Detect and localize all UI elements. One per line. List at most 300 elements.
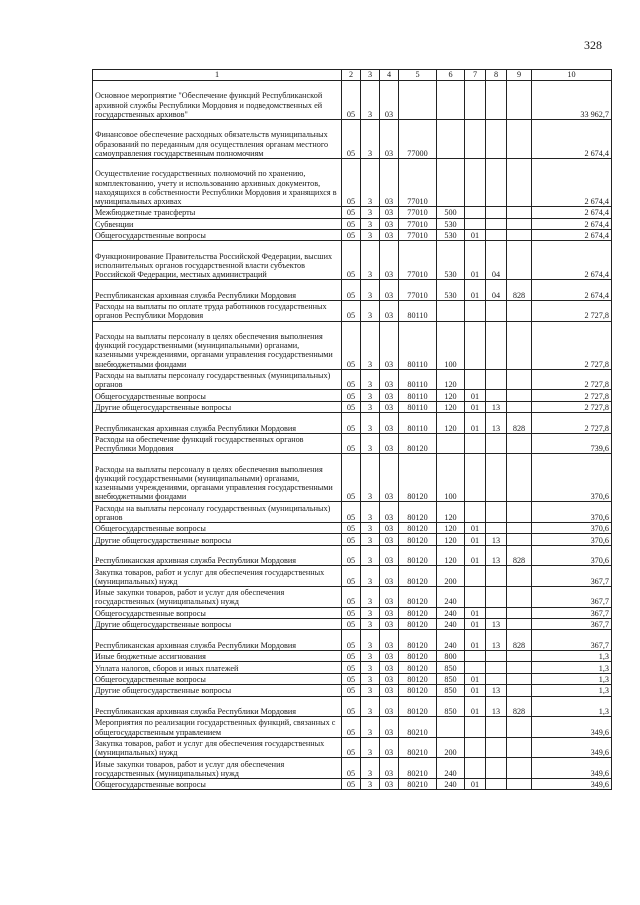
row-name: Республиканская архивная служба Республики Мордовия — [93, 630, 342, 651]
row-name: Финансовое обеспечение расходных обязательств муниципальных образований по переданным для осуществления органам местного самоуправления государственным полномочиям — [93, 120, 342, 159]
code-subprogram: 3 — [361, 662, 380, 673]
code-chapter: 01 — [465, 390, 486, 401]
row-amount: 367,7 — [532, 566, 612, 587]
row-name: Общегосударственные вопросы — [93, 778, 342, 789]
row-name: Расходы на обеспечение функций государственных органов Республики Мордовия — [93, 433, 342, 454]
row-name: Расходы на выплаты персоналу государственных (муниципальных) органов — [93, 502, 342, 523]
code-subprogram: 3 — [361, 619, 380, 630]
code-subchapter — [486, 390, 507, 401]
code-expense-type: 530 — [437, 280, 465, 301]
code-target: 80120 — [399, 454, 437, 502]
row-amount: 1,3 — [532, 651, 612, 662]
row-amount: 367,7 — [532, 587, 612, 608]
row-amount: 2 727,8 — [532, 369, 612, 390]
code-subprogram: 3 — [361, 280, 380, 301]
table-row — [93, 454, 612, 502]
row-amount: 370,6 — [532, 534, 612, 545]
table-row — [93, 433, 612, 454]
code-target: 80120 — [399, 566, 437, 587]
code-ministry — [507, 218, 532, 229]
code-target: 77010 — [399, 207, 437, 218]
code-subchapter: 13 — [486, 413, 507, 434]
row-name: Расходы на выплаты по оплате труда работников государственных органов Республики Мордовия — [93, 300, 342, 321]
code-expense-type — [437, 717, 465, 738]
row-amount: 349,6 — [532, 717, 612, 738]
code-section: 05 — [342, 717, 361, 738]
code-ministry — [507, 717, 532, 738]
code-chapter — [465, 454, 486, 502]
code-subprogram: 3 — [361, 523, 380, 534]
row-amount: 2 674,4 — [532, 207, 612, 218]
code-chapter — [465, 662, 486, 673]
code-section: 05 — [342, 534, 361, 545]
code-subprogram: 3 — [361, 390, 380, 401]
code-target: 80120 — [399, 673, 437, 684]
code-expense-type: 500 — [437, 207, 465, 218]
code-chapter: 01 — [465, 685, 486, 696]
code-subchapter — [486, 566, 507, 587]
code-ministry — [507, 321, 532, 369]
code-target: 80110 — [399, 390, 437, 401]
code-subsection: 03 — [380, 241, 399, 280]
code-chapter: 01 — [465, 778, 486, 789]
code-subsection: 03 — [380, 696, 399, 717]
row-amount: 349,6 — [532, 778, 612, 789]
code-subprogram: 3 — [361, 566, 380, 587]
table-row — [93, 545, 612, 566]
code-chapter — [465, 300, 486, 321]
code-chapter — [465, 651, 486, 662]
code-subsection: 03 — [380, 545, 399, 566]
table-row — [93, 630, 612, 651]
code-subchapter — [486, 662, 507, 673]
code-subsection: 03 — [380, 390, 399, 401]
row-amount: 33 962,7 — [532, 81, 612, 120]
code-chapter — [465, 81, 486, 120]
row-name: Осуществление государственных полномочий по хранению, комплектованию, учету и использованию архивных документов, находящихся в собственности Республики Мордовия и хранящихся в муниципальных архивах — [93, 159, 342, 207]
row-name: Субвенции — [93, 218, 342, 229]
code-subprogram: 3 — [361, 321, 380, 369]
code-subchapter: 04 — [486, 280, 507, 301]
code-subsection: 03 — [380, 619, 399, 630]
code-expense-type: 240 — [437, 778, 465, 789]
row-name: Другие общегосударственные вопросы — [93, 619, 342, 630]
code-ministry — [507, 454, 532, 502]
code-target: 80110 — [399, 413, 437, 434]
code-subprogram: 3 — [361, 229, 380, 240]
code-target: 80120 — [399, 502, 437, 523]
code-ministry — [507, 390, 532, 401]
row-name: Расходы на выплаты персоналу государственных (муниципальных) органов — [93, 369, 342, 390]
code-chapter: 01 — [465, 630, 486, 651]
code-section: 05 — [342, 120, 361, 159]
code-section: 05 — [342, 81, 361, 120]
code-subchapter — [486, 81, 507, 120]
col-header: 3 — [361, 70, 380, 81]
code-subprogram: 3 — [361, 120, 380, 159]
code-subprogram: 3 — [361, 159, 380, 207]
table-row — [93, 758, 612, 779]
code-subsection: 03 — [380, 758, 399, 779]
code-section: 05 — [342, 433, 361, 454]
row-amount: 2 727,8 — [532, 321, 612, 369]
row-amount: 2 727,8 — [532, 401, 612, 412]
row-amount: 367,7 — [532, 619, 612, 630]
code-expense-type: 530 — [437, 229, 465, 240]
code-target: 80110 — [399, 401, 437, 412]
code-ministry: 828 — [507, 280, 532, 301]
code-expense-type: 200 — [437, 566, 465, 587]
code-ministry — [507, 81, 532, 120]
code-subchapter: 13 — [486, 401, 507, 412]
code-expense-type: 850 — [437, 685, 465, 696]
code-expense-type: 530 — [437, 241, 465, 280]
code-chapter — [465, 502, 486, 523]
code-section: 05 — [342, 778, 361, 789]
row-name: Функционирование Правительства Российской Федерации, высших исполнительных органов государственной власти субъектов Российской Федерации, местных администраций — [93, 241, 342, 280]
table-row — [93, 81, 612, 120]
table-row — [93, 300, 612, 321]
code-expense-type: 120 — [437, 390, 465, 401]
code-expense-type: 120 — [437, 523, 465, 534]
code-ministry — [507, 120, 532, 159]
code-target: 80210 — [399, 737, 437, 758]
code-section: 05 — [342, 523, 361, 534]
row-amount: 1,3 — [532, 685, 612, 696]
code-subsection: 03 — [380, 502, 399, 523]
code-subsection: 03 — [380, 454, 399, 502]
table-row — [93, 159, 612, 207]
table-row — [93, 120, 612, 159]
code-subsection: 03 — [380, 120, 399, 159]
code-ministry — [507, 523, 532, 534]
code-subchapter: 13 — [486, 619, 507, 630]
code-subchapter — [486, 717, 507, 738]
code-subprogram: 3 — [361, 81, 380, 120]
code-ministry — [507, 619, 532, 630]
code-expense-type: 800 — [437, 651, 465, 662]
row-amount: 2 674,4 — [532, 159, 612, 207]
code-target: 80210 — [399, 758, 437, 779]
code-subchapter: 13 — [486, 685, 507, 696]
code-section: 05 — [342, 229, 361, 240]
col-header: 7 — [465, 70, 486, 81]
code-subsection: 03 — [380, 218, 399, 229]
code-subchapter: 13 — [486, 630, 507, 651]
code-section: 05 — [342, 401, 361, 412]
row-amount: 2 674,4 — [532, 241, 612, 280]
code-target: 77010 — [399, 218, 437, 229]
code-subsection: 03 — [380, 433, 399, 454]
table-row — [93, 607, 612, 618]
code-ministry — [507, 587, 532, 608]
code-subsection: 03 — [380, 737, 399, 758]
code-subsection: 03 — [380, 651, 399, 662]
row-amount: 370,6 — [532, 502, 612, 523]
code-section: 05 — [342, 369, 361, 390]
code-chapter — [465, 566, 486, 587]
code-chapter — [465, 218, 486, 229]
code-subprogram: 3 — [361, 218, 380, 229]
code-subchapter: 13 — [486, 696, 507, 717]
code-subsection: 03 — [380, 207, 399, 218]
code-target: 80120 — [399, 662, 437, 673]
row-amount: 370,6 — [532, 523, 612, 534]
code-section: 05 — [342, 390, 361, 401]
code-chapter: 01 — [465, 280, 486, 301]
row-name: Другие общегосударственные вопросы — [93, 534, 342, 545]
code-subprogram: 3 — [361, 607, 380, 618]
code-subsection: 03 — [380, 587, 399, 608]
code-ministry — [507, 673, 532, 684]
code-target: 80120 — [399, 587, 437, 608]
row-name: Общегосударственные вопросы — [93, 390, 342, 401]
code-ministry — [507, 778, 532, 789]
table-row — [93, 369, 612, 390]
code-subsection: 03 — [380, 685, 399, 696]
code-subchapter — [486, 651, 507, 662]
code-target: 80120 — [399, 696, 437, 717]
code-section: 05 — [342, 502, 361, 523]
code-subprogram: 3 — [361, 534, 380, 545]
row-name: Иные бюджетные ассигнования — [93, 651, 342, 662]
code-section: 05 — [342, 545, 361, 566]
table-row — [93, 673, 612, 684]
code-subchapter — [486, 159, 507, 207]
row-amount: 2 674,4 — [532, 280, 612, 301]
row-name: Закупка товаров, работ и услуг для обеспечения государственных (муниципальных) нужд — [93, 566, 342, 587]
code-ministry: 828 — [507, 630, 532, 651]
code-subchapter — [486, 587, 507, 608]
code-chapter: 01 — [465, 413, 486, 434]
table-row — [93, 717, 612, 738]
code-target — [399, 81, 437, 120]
col-header: 2 — [342, 70, 361, 81]
code-subsection: 03 — [380, 778, 399, 789]
code-target: 77000 — [399, 120, 437, 159]
code-ministry — [507, 651, 532, 662]
code-subprogram: 3 — [361, 737, 380, 758]
table-row — [93, 207, 612, 218]
code-subchapter — [486, 758, 507, 779]
code-subprogram: 3 — [361, 502, 380, 523]
code-ministry — [507, 566, 532, 587]
table-row — [93, 401, 612, 412]
code-section: 05 — [342, 241, 361, 280]
code-expense-type — [437, 159, 465, 207]
table-row — [93, 566, 612, 587]
code-subsection: 03 — [380, 662, 399, 673]
table-row — [93, 534, 612, 545]
row-name: Общегосударственные вопросы — [93, 673, 342, 684]
code-subprogram: 3 — [361, 630, 380, 651]
code-subchapter — [486, 300, 507, 321]
code-target: 80210 — [399, 717, 437, 738]
code-subsection: 03 — [380, 607, 399, 618]
code-subprogram: 3 — [361, 413, 380, 434]
code-subprogram: 3 — [361, 685, 380, 696]
code-subprogram: 3 — [361, 778, 380, 789]
table-row — [93, 321, 612, 369]
row-name: Республиканская архивная служба Республики Мордовия — [93, 280, 342, 301]
code-section: 05 — [342, 454, 361, 502]
code-subprogram: 3 — [361, 401, 380, 412]
code-subchapter — [486, 737, 507, 758]
code-target: 80120 — [399, 523, 437, 534]
col-header: 5 — [399, 70, 437, 81]
code-target: 80120 — [399, 534, 437, 545]
code-subsection: 03 — [380, 81, 399, 120]
code-subprogram: 3 — [361, 758, 380, 779]
code-ministry — [507, 159, 532, 207]
code-subsection: 03 — [380, 566, 399, 587]
code-subsection: 03 — [380, 413, 399, 434]
code-subchapter — [486, 523, 507, 534]
row-amount: 1,3 — [532, 662, 612, 673]
row-name: Расходы на выплаты персоналу в целях обеспечения выполнения функций государственными (муниципальными) органами, казенными учреждениями, органами управления государственными внебюджетными фондами — [93, 454, 342, 502]
code-target: 80120 — [399, 651, 437, 662]
code-chapter — [465, 159, 486, 207]
code-expense-type — [437, 300, 465, 321]
code-subchapter — [486, 673, 507, 684]
code-section: 05 — [342, 662, 361, 673]
code-chapter — [465, 321, 486, 369]
code-subchapter — [486, 607, 507, 618]
code-target: 80110 — [399, 300, 437, 321]
row-name: Иные закупки товаров, работ и услуг для обеспечения государственных (муниципальных) нужд — [93, 758, 342, 779]
row-amount: 1,3 — [532, 673, 612, 684]
table-row — [93, 778, 612, 789]
code-subsection: 03 — [380, 159, 399, 207]
code-chapter — [465, 120, 486, 159]
code-expense-type: 100 — [437, 454, 465, 502]
code-chapter: 01 — [465, 545, 486, 566]
header-row — [93, 70, 612, 81]
code-expense-type — [437, 120, 465, 159]
code-expense-type — [437, 81, 465, 120]
code-subprogram: 3 — [361, 673, 380, 684]
row-amount: 739,6 — [532, 433, 612, 454]
code-ministry — [507, 241, 532, 280]
code-subprogram: 3 — [361, 454, 380, 502]
table-row — [93, 619, 612, 630]
row-name: Другие общегосударственные вопросы — [93, 401, 342, 412]
row-name: Республиканская архивная служба Республики Мордовия — [93, 413, 342, 434]
code-chapter: 01 — [465, 607, 486, 618]
code-ministry: 828 — [507, 545, 532, 566]
code-chapter — [465, 758, 486, 779]
code-chapter — [465, 737, 486, 758]
code-chapter: 01 — [465, 523, 486, 534]
row-amount: 2 674,4 — [532, 218, 612, 229]
row-amount: 2 727,8 — [532, 300, 612, 321]
code-subsection: 03 — [380, 630, 399, 651]
code-target: 80120 — [399, 545, 437, 566]
code-target: 80120 — [399, 619, 437, 630]
code-section: 05 — [342, 300, 361, 321]
code-subsection: 03 — [380, 300, 399, 321]
col-header: 6 — [437, 70, 465, 81]
row-amount: 2 674,4 — [532, 120, 612, 159]
table-row — [93, 218, 612, 229]
code-ministry — [507, 401, 532, 412]
row-amount: 2 674,4 — [532, 229, 612, 240]
row-amount: 2 727,8 — [532, 390, 612, 401]
row-amount: 1,3 — [532, 696, 612, 717]
code-target: 80120 — [399, 630, 437, 651]
code-subprogram: 3 — [361, 696, 380, 717]
code-target: 77010 — [399, 159, 437, 207]
code-subprogram: 3 — [361, 300, 380, 321]
code-section: 05 — [342, 685, 361, 696]
row-name: Республиканская архивная служба Республики Мордовия — [93, 545, 342, 566]
row-name: Общегосударственные вопросы — [93, 229, 342, 240]
row-amount: 2 727,8 — [532, 413, 612, 434]
code-ministry — [507, 502, 532, 523]
row-name: Общегосударственные вопросы — [93, 607, 342, 618]
table-row — [93, 685, 612, 696]
code-expense-type: 120 — [437, 502, 465, 523]
table-row — [93, 280, 612, 301]
code-target: 80210 — [399, 778, 437, 789]
table-row — [93, 662, 612, 673]
row-name: Общегосударственные вопросы — [93, 523, 342, 534]
budget-table — [92, 69, 612, 790]
code-section: 05 — [342, 758, 361, 779]
code-target: 80120 — [399, 685, 437, 696]
code-subchapter — [486, 321, 507, 369]
row-name: Другие общегосударственные вопросы — [93, 685, 342, 696]
code-expense-type: 120 — [437, 545, 465, 566]
code-section: 05 — [342, 587, 361, 608]
row-name: Расходы на выплаты персоналу в целях обеспечения выполнения функций государственными (муниципальными) органами, казенными учреждениями, органами управления государственными внебюджетными фондами — [93, 321, 342, 369]
table-row — [93, 696, 612, 717]
code-section: 05 — [342, 413, 361, 434]
code-expense-type: 120 — [437, 534, 465, 545]
code-section: 05 — [342, 737, 361, 758]
code-expense-type: 120 — [437, 369, 465, 390]
code-expense-type: 850 — [437, 673, 465, 684]
row-amount: 349,6 — [532, 758, 612, 779]
code-subchapter: 04 — [486, 241, 507, 280]
code-expense-type: 100 — [437, 321, 465, 369]
code-ministry — [507, 534, 532, 545]
code-chapter — [465, 369, 486, 390]
code-subchapter — [486, 369, 507, 390]
code-chapter — [465, 587, 486, 608]
code-target: 80120 — [399, 607, 437, 618]
code-target: 77010 — [399, 229, 437, 240]
code-subchapter — [486, 120, 507, 159]
code-ministry — [507, 685, 532, 696]
row-name: Мероприятия по реализации государственных функций, связанных с общегосударственным управлением — [93, 717, 342, 738]
code-subprogram: 3 — [361, 651, 380, 662]
row-name: Закупка товаров, работ и услуг для обеспечения государственных (муниципальных) нужд — [93, 737, 342, 758]
row-amount: 370,6 — [532, 454, 612, 502]
code-expense-type: 240 — [437, 607, 465, 618]
code-subsection: 03 — [380, 717, 399, 738]
code-section: 05 — [342, 218, 361, 229]
code-subchapter — [486, 502, 507, 523]
code-subchapter: 13 — [486, 534, 507, 545]
row-amount: 349,6 — [532, 737, 612, 758]
table-row — [93, 587, 612, 608]
code-section: 05 — [342, 696, 361, 717]
code-target: 80110 — [399, 369, 437, 390]
code-section: 05 — [342, 619, 361, 630]
code-subsection: 03 — [380, 523, 399, 534]
code-expense-type: 200 — [437, 737, 465, 758]
